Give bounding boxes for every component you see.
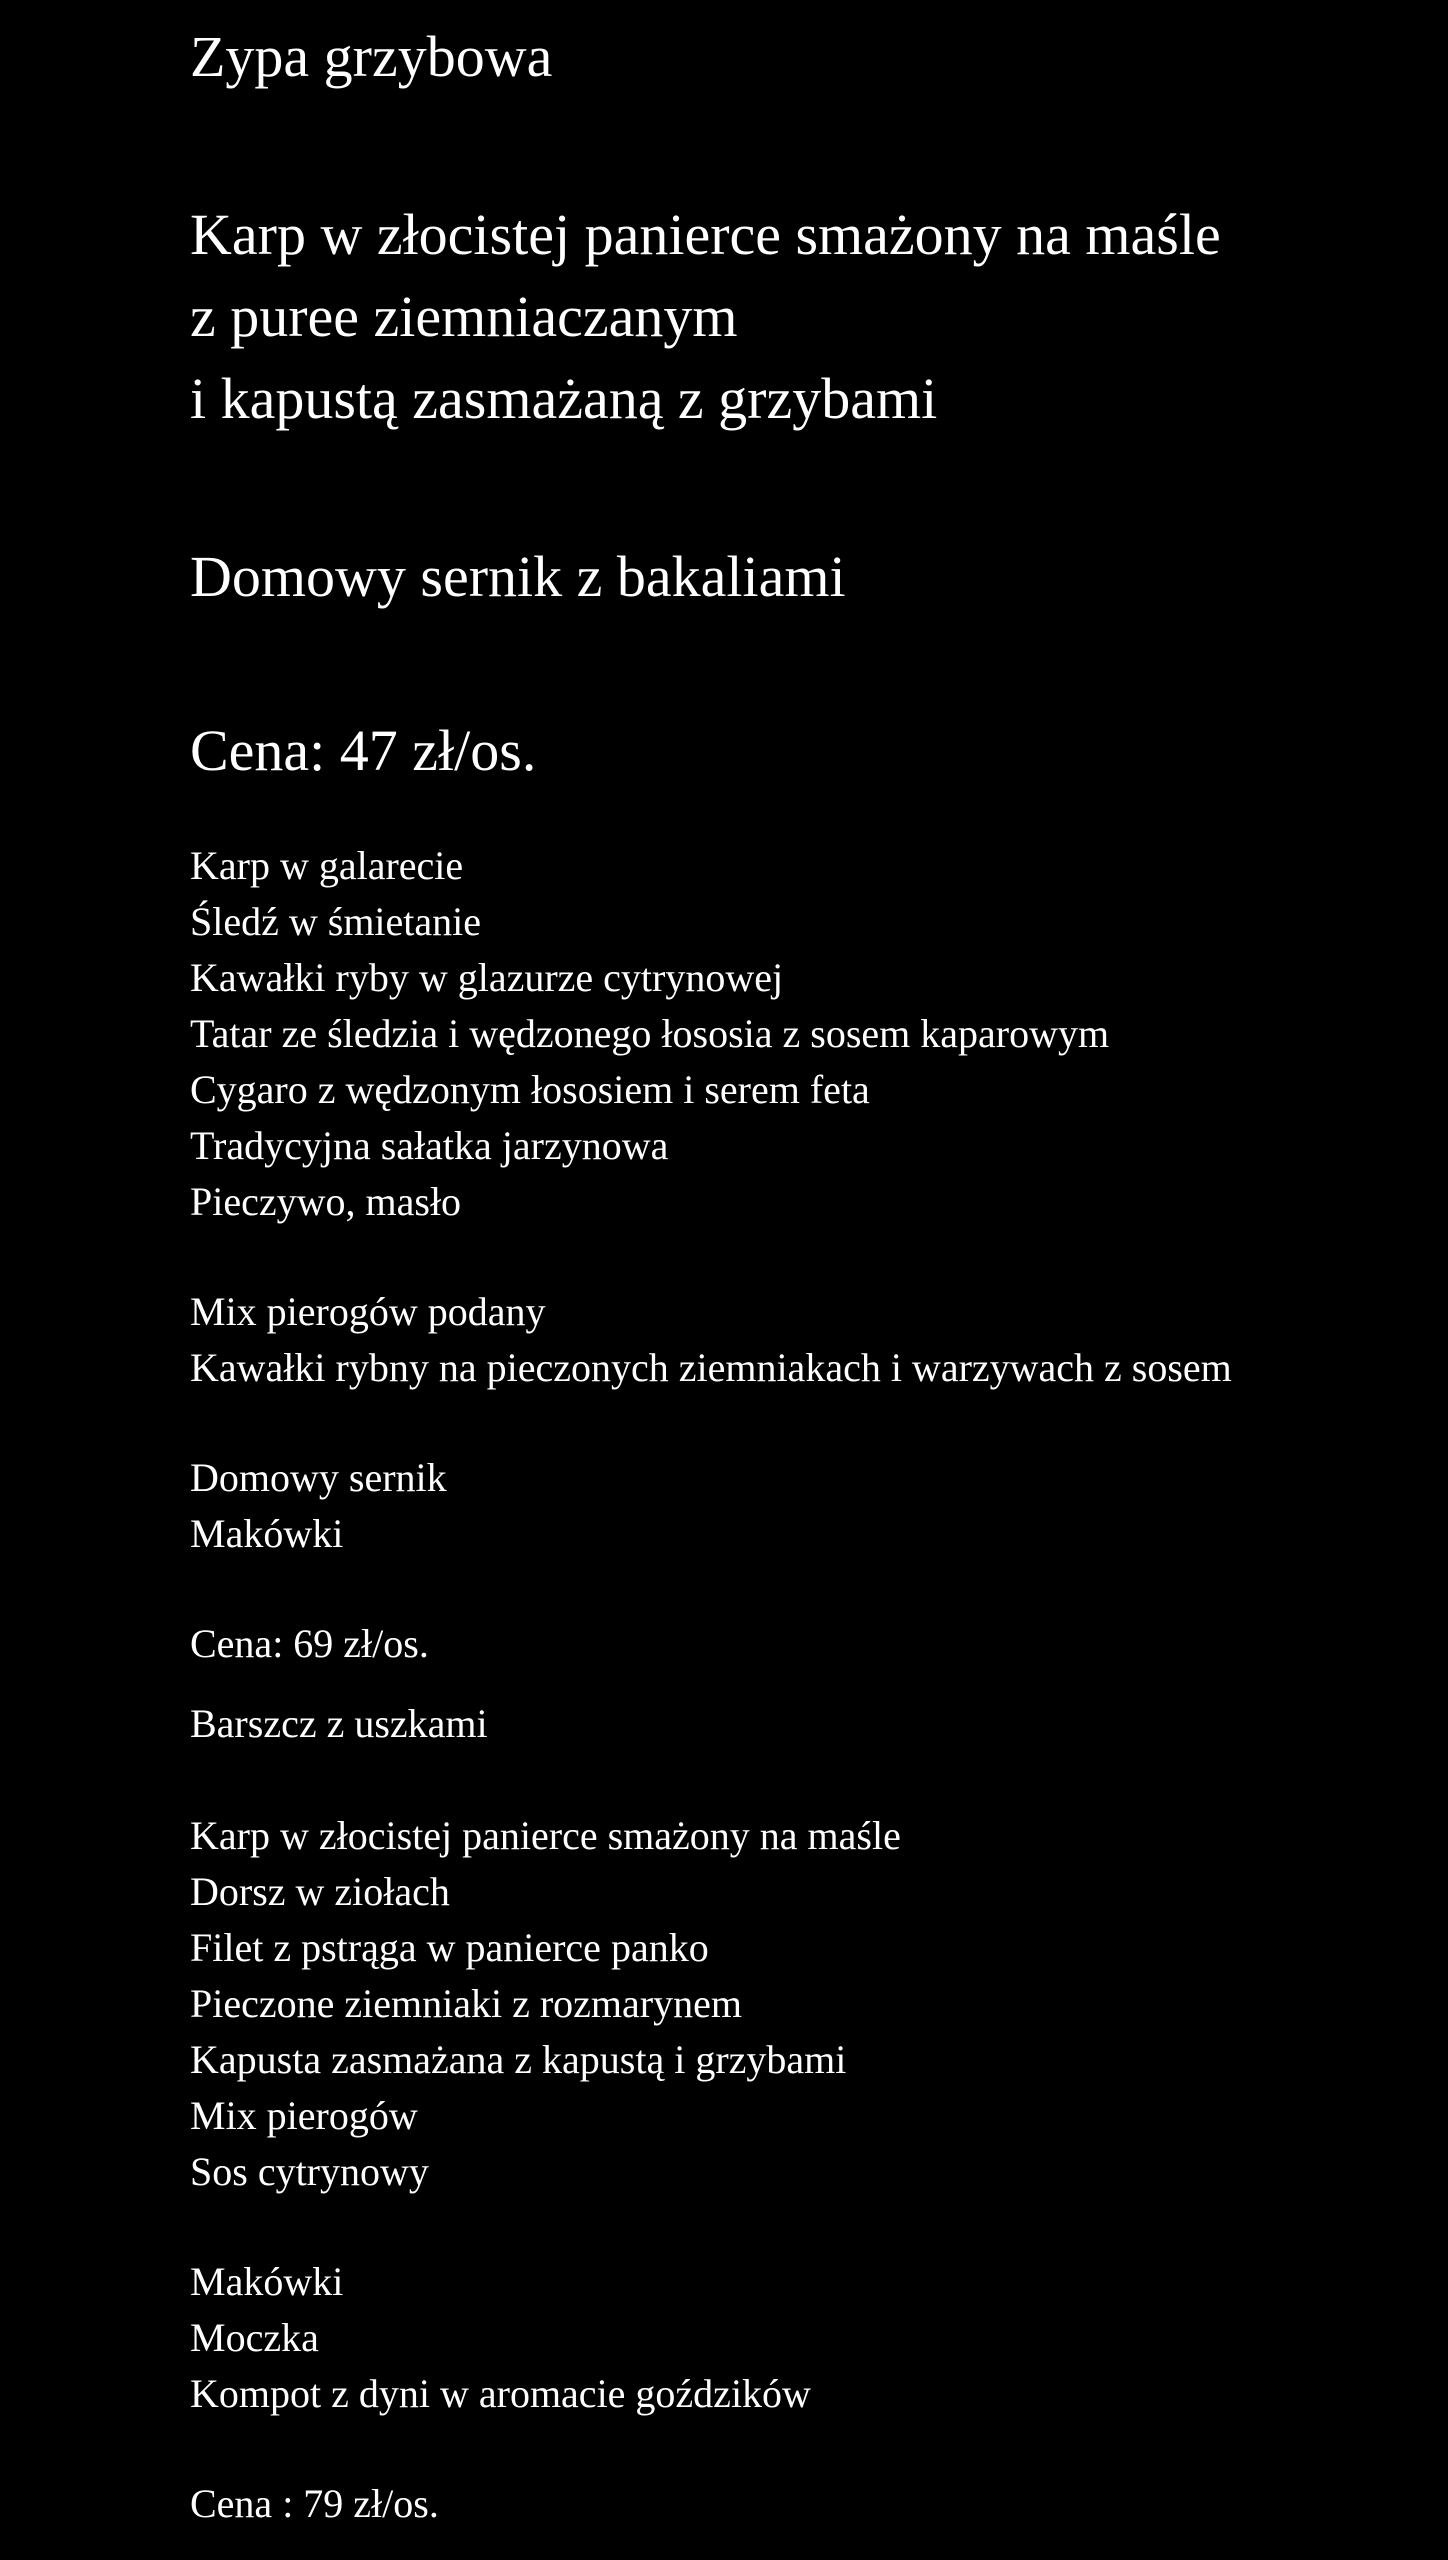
- menu2-price: Cena: 69 zł/os.: [190, 1621, 429, 1666]
- menu3-dessert: Moczka: [190, 2315, 319, 2360]
- menu3-main-item: Dorsz w ziołach: [190, 1869, 450, 1914]
- menu2-cold-item: Tatar ze śledzia i wędzonego łososia z sosem kaparowym: [190, 1011, 1110, 1056]
- menu2-warm-item: Mix pierogów podany: [190, 1289, 546, 1334]
- menu1-price: Cena: 47 zł/os.: [190, 718, 537, 783]
- menu2-cold-item: Cygaro z wędzonym łososiem i serem feta: [190, 1067, 870, 1112]
- menu3-main-item: Sos cytrynowy: [190, 2149, 429, 2194]
- menu2-cold-item: Karp w galarecie: [190, 843, 464, 888]
- menu2-cold-item: Tradycyjna sałatka jarzynowa: [190, 1123, 669, 1168]
- menu2-cold-item: Śledź w śmietanie: [190, 899, 482, 944]
- menu2-cold-item: Kawałki ryby w glazurze cytrynowej: [190, 955, 784, 1000]
- menu3-main-item: Filet z pstrąga w panierce panko: [190, 1925, 709, 1970]
- menu1-main-line-2: z puree ziemniaczanym: [190, 284, 738, 349]
- menu1-main-line-3: i kapustą zasmażaną z grzybami: [190, 366, 938, 431]
- menu1-soup: Zypa grzybowa: [190, 24, 553, 89]
- menu3-price: Cena : 79 zł/os.: [190, 2481, 439, 2526]
- menu3-main-item: Pieczone ziemniaki z rozmarynem: [190, 1981, 742, 2026]
- menu3-dessert: Kompot z dyni w aromacie goździków: [190, 2371, 811, 2416]
- menu3-main-item: Mix pierogów: [190, 2093, 418, 2138]
- menu1-main-line-1: Karp w złocistej panierce smażony na maśle: [190, 202, 1221, 267]
- menu3-dessert: Makówki: [190, 2259, 344, 2304]
- menu3-main-item: Kapusta zasmażana z kapustą i grzybami: [190, 2037, 847, 2082]
- menu2-cold-item: Pieczywo, masło: [190, 1179, 462, 1224]
- menu3-main-item: Karp w złocistej panierce smażony na maśle: [190, 1813, 901, 1858]
- menu2-dessert: Makówki: [190, 1511, 344, 1556]
- menu1-dessert: Domowy sernik z bakaliami: [190, 544, 846, 609]
- menu3-soup: Barszcz z uszkami: [190, 1701, 488, 1746]
- menu2-dessert: Domowy sernik: [190, 1455, 447, 1500]
- menu2-warm-item: Kawałki rybny na pieczonych ziemniakach i warzywach z sosem: [190, 1345, 1232, 1390]
